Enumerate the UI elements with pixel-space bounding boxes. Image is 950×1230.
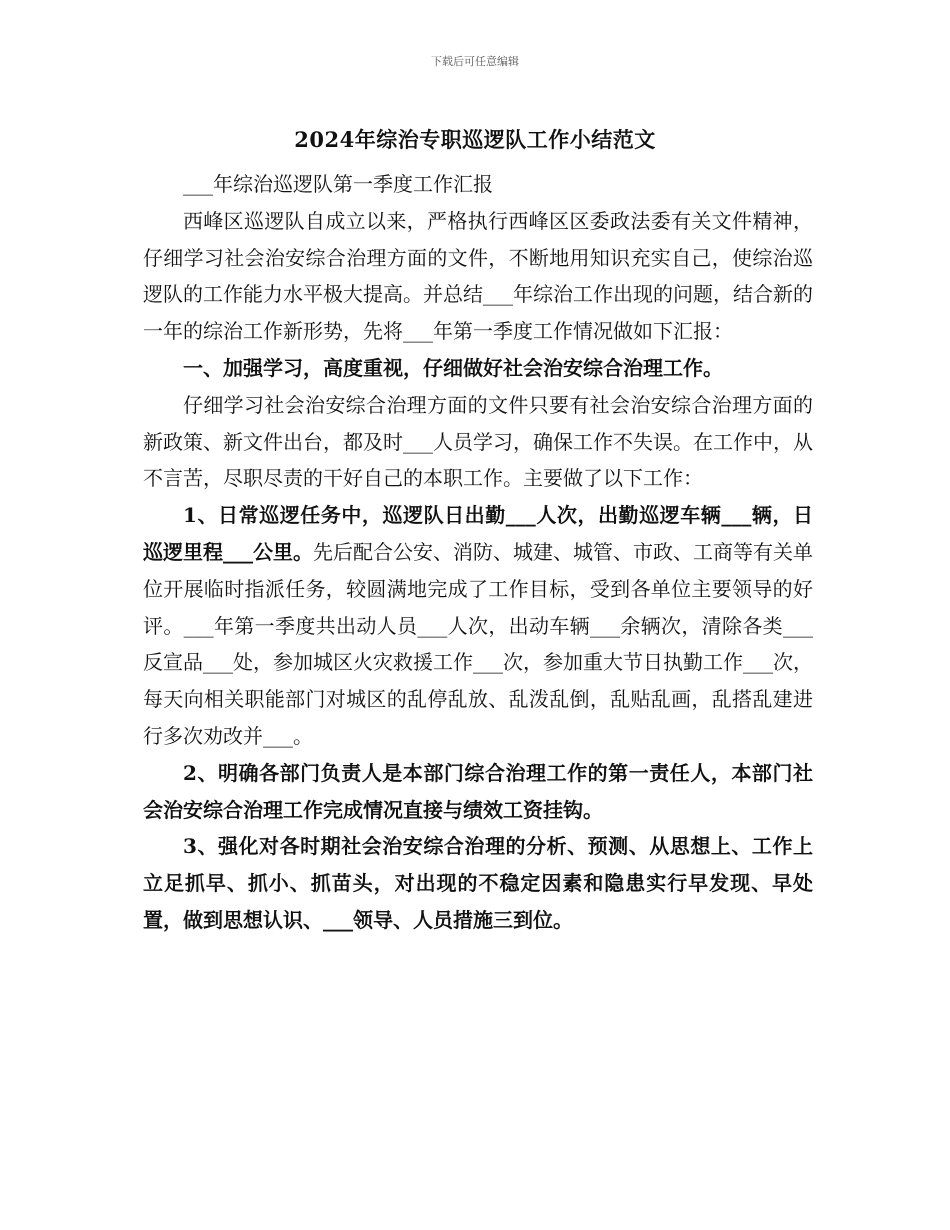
paragraph-item-1 [143, 497, 813, 755]
document-title: 2024年综治专职巡逻队工作小结范文 [294, 127, 656, 152]
paragraph-report-title: ___年综治巡逻队第一季度工作汇报 [183, 172, 493, 196]
paragraph-study: 仔细学习社会治安综合治理方面的文件只要有社会治安综合治理方面的新政策、新文件出台，都及时___人员学习，确保工作不失误。在工作中，从不言苦，尽职尽责的干好自己的本职工作。主要做了以下工作： [143, 392, 813, 491]
document-body [143, 166, 813, 939]
section-heading-1: 一、加强学习，高度重视，仔细做好社会治安综合治理工作。 [183, 355, 723, 380]
paragraph-intro: 西峰区巡逻队自成立以来，严格执行西峰区区委政法委有关文件精神，仔细学习社会治安综合治理方面的文件，不断地用知识充实自己，使综治巡逻队的工作能力水平极大提高。并总结___年综治工作出现的问题，结合新的一年的综治工作新形势，先将___年第一季度工作情况做如下汇报： [143, 208, 813, 344]
paragraph-item-2: 2、明确各部门负责人是本部门综合治理工作的第一责任人，本部门社会治安综合治理工作完成情况直接与绩效工资挂钩。 [143, 760, 813, 822]
header-note: 下载后可任意编辑 [431, 55, 519, 68]
item-1-body: 先后配合公安、消防、城建、城管、市政、工商等有关单位开展临时指派任务，较圆满地完成了工作目标，受到各单位主要领导的好评。___年第一季度共出动人员___人次，出动车辆___余辆次，清除各类___反宣品___处，参加城区火灾救援工作___次，参加重大节日执勤工作___次，每天向相关职能部门对城区的乱停乱放、乱泼乱倒，乱贴乱画，乱搭乱建进行多次劝改并___。 [143, 539, 813, 748]
item-1-lead: 1、日常巡逻任务中，巡逻队日出勤___人次，出勤巡逻车辆___辆，日巡逻里程___公里。 [143, 503, 813, 564]
paragraph-item-3: 3、强化对各时期社会治安综合治理的分析、预测、从思想上、工作上立足抓早、抓小、抓苗头，对出现的不稳定因素和隐患实行早发现、早处置，做到思想认识、___领导、人员措施三到位。 [143, 834, 813, 932]
